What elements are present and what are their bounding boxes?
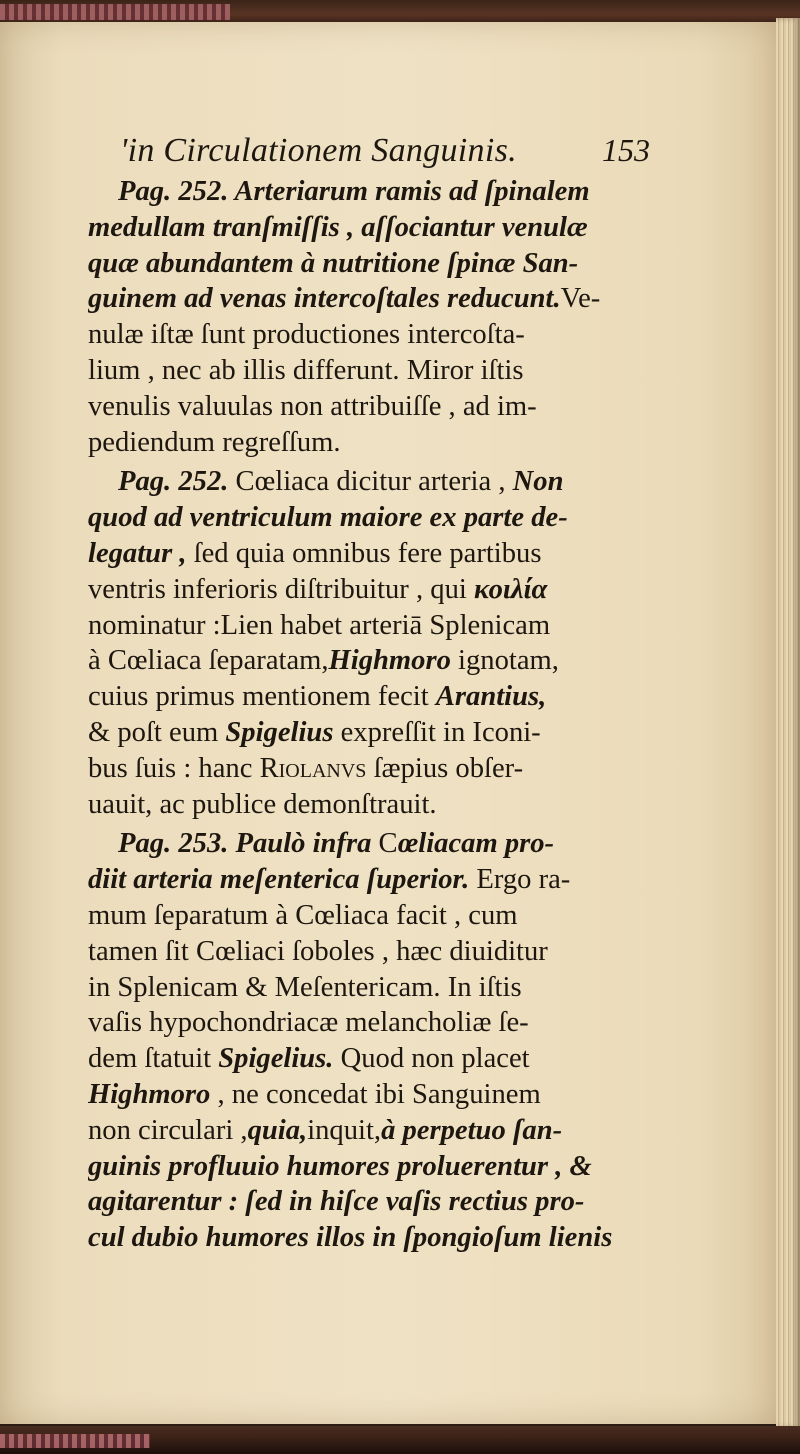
roman-segment: lium , nec ab illis differunt. Miror iſtis [88, 354, 524, 386]
italic-segment: Spigelius [225, 716, 334, 748]
text-line [88, 246, 648, 282]
italic-segment: cul dubio humores illos in ſpongioſum lienis [88, 1222, 613, 1254]
text-line [88, 1041, 648, 1077]
italic-segment: Arantius, [435, 681, 547, 713]
roman-segment: in Splenicam & Meſentericam. In iſtis [88, 971, 522, 1003]
italic-segment: œliacam pro- [397, 828, 555, 860]
text-line [88, 1005, 648, 1041]
roman-segment: vaſis hypochondriacæ melancholiæ ſe- [88, 1007, 529, 1039]
running-title: 'in Circulationem Sanguinis. [120, 132, 517, 169]
text-line [88, 1184, 648, 1220]
roman-segment: ſed quia omnibus fere partibus [193, 537, 542, 569]
text-line [88, 715, 648, 751]
text-line [88, 751, 648, 787]
roman-segment: ignotam, [450, 645, 559, 677]
page-fore-edge [776, 18, 800, 1428]
text-line [88, 787, 648, 823]
roman-segment: venulis valuulas non attribuiſſe , ad im- [88, 390, 537, 422]
italic-segment: quod ad ventriculum maiore ex parte de- [88, 502, 568, 534]
roman-segment: Riolanvs [259, 752, 367, 784]
italic-segment: Non [512, 466, 564, 498]
text-line [88, 1149, 648, 1185]
italic-segment: Arteriarum ramis ad ſpinalem [234, 176, 590, 207]
paragraph [88, 464, 648, 822]
text-line [88, 572, 648, 608]
roman-segment: nominatur :Lien habet arteriā Splenicam [88, 609, 551, 641]
text-line [88, 174, 648, 210]
roman-segment: ſæpius obſer- [366, 752, 524, 784]
body-text [88, 174, 648, 1256]
italic-segment: Pag. 252. [118, 466, 236, 498]
text-line [88, 425, 648, 461]
page-number: 153 [602, 132, 650, 168]
roman-segment: expreſſit in Iconi- [333, 716, 541, 748]
roman-segment: Ve- [560, 283, 601, 315]
text-line [88, 500, 648, 536]
text-line [88, 898, 648, 934]
roman-segment: tamen ſit Cœliaci ſoboles , hæc diuiditur [88, 935, 548, 967]
text-line [88, 353, 648, 389]
roman-segment: C [378, 828, 398, 860]
italic-segment: Highmoro [88, 1078, 211, 1110]
text-line [88, 536, 648, 572]
italic-segment: Pag. 252. [118, 176, 235, 207]
italic-segment: quæ abundantem à nutritione ſpinæ San- [88, 247, 579, 279]
italic-segment: quia, [247, 1114, 308, 1146]
italic-segment: diit arteria meſenterica ſuperior. [88, 864, 470, 896]
roman-segment: ventris inferioris diſtribuitur , qui [88, 573, 474, 605]
page-header [120, 132, 650, 176]
text-line [88, 970, 648, 1006]
text-line [88, 389, 648, 425]
text-line [88, 826, 648, 862]
text-line [88, 281, 648, 317]
roman-segment: Ergo ra- [469, 864, 571, 896]
text-line [88, 643, 648, 679]
roman-segment: mum ſeparatum à Cœliaca facit , cum [88, 899, 518, 931]
headband-decoration [0, 4, 230, 20]
italic-segment: legatur , [88, 537, 194, 569]
text-line [88, 210, 648, 246]
text-line [88, 1077, 648, 1113]
roman-segment: Cœliaca dicitur arteria , [235, 466, 513, 498]
text-line [88, 862, 648, 898]
italic-segment: κοιλία [473, 573, 548, 605]
roman-segment: inquit, [307, 1114, 382, 1146]
text-line [88, 317, 648, 353]
roman-segment: à Cœliaca ſeparatam, [88, 645, 329, 677]
text-line [88, 464, 648, 500]
roman-segment: , ne concedat ibi Sanguinem [210, 1078, 541, 1110]
italic-segment: guinem ad venas intercoſtales reducunt. [88, 283, 561, 315]
italic-segment: Spigelius. [218, 1043, 334, 1075]
roman-segment: non circulari , [88, 1114, 248, 1146]
roman-segment: pediendum regreſſum. [88, 426, 341, 458]
italic-segment: Pag. 253. Paulò infra [118, 828, 379, 860]
tailband-decoration [0, 1434, 150, 1448]
text-line [88, 679, 648, 715]
italic-segment: agitarentur : ſed in hiſce vaſis rectius pro- [88, 1186, 585, 1218]
roman-segment: & poſt eum [88, 716, 226, 748]
paragraph [88, 174, 648, 460]
roman-segment: cuius primus mentionem fecit [88, 681, 436, 713]
book-bottom-edge [0, 1426, 800, 1454]
roman-segment: nulæ iſtæ ſunt productiones intercoſta- [88, 319, 525, 351]
text-line [88, 1113, 648, 1149]
italic-segment: Highmoro [328, 645, 451, 677]
text-line [88, 1220, 648, 1256]
roman-segment: uauit, ac publice demonſtrauit. [88, 788, 437, 820]
italic-segment: à perpetuo ſan- [381, 1114, 563, 1146]
roman-segment: dem ſtatuit [88, 1043, 219, 1075]
text-line [88, 934, 648, 970]
text-line [88, 608, 648, 644]
roman-segment: Quod non placet [333, 1043, 530, 1075]
italic-segment: guinis profluuio humores proluerentur , & [88, 1150, 592, 1182]
italic-segment: medullam tranſmiſſis , aſſociantur venulæ [88, 211, 588, 243]
paragraph [88, 826, 648, 1256]
book-page [0, 22, 776, 1424]
roman-segment: bus ſuis : hanc [88, 752, 260, 784]
